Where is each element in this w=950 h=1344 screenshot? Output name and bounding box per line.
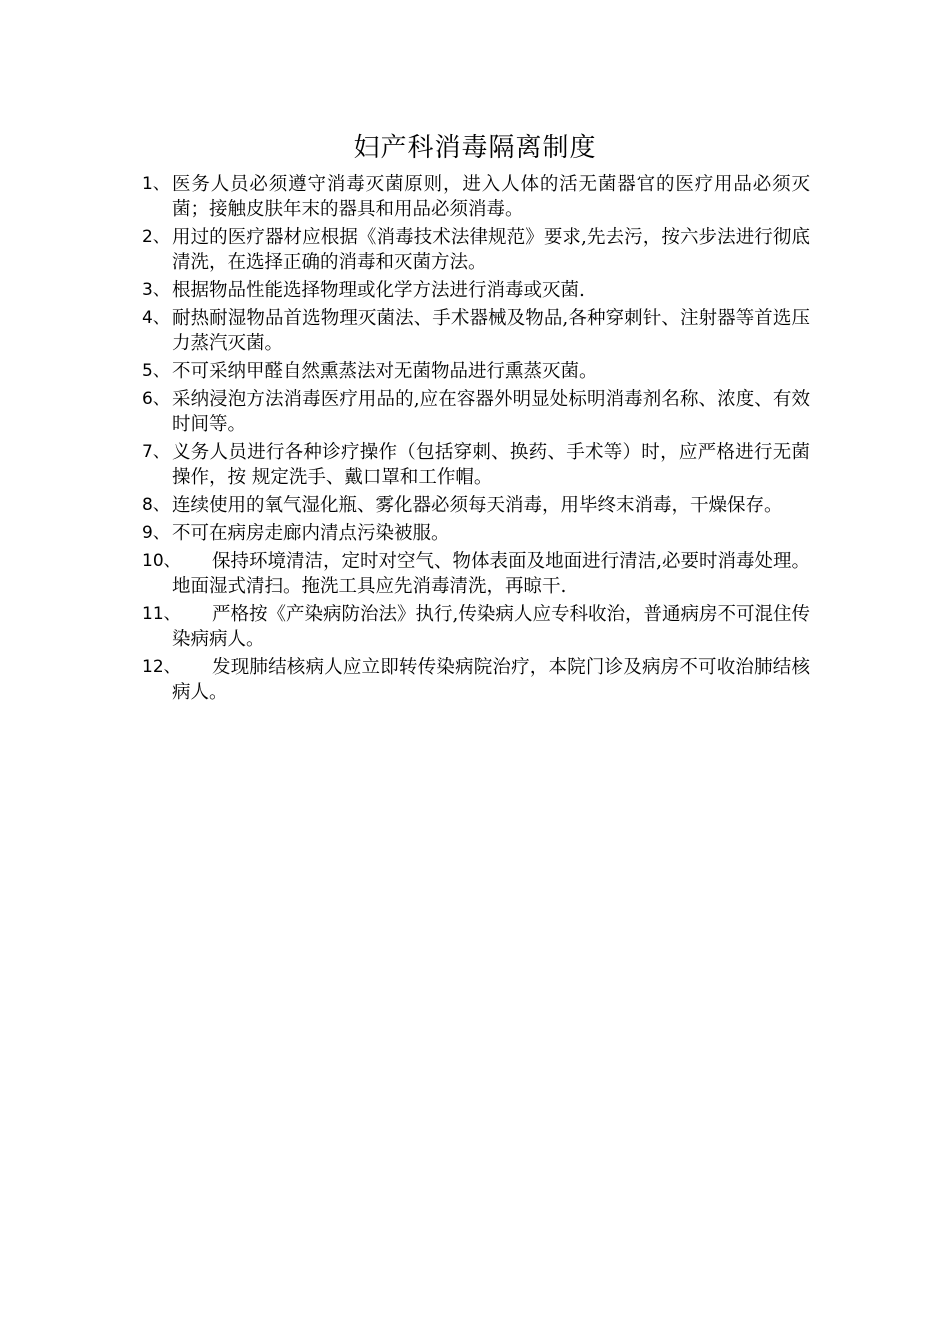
item-number: 7、 <box>142 442 170 462</box>
item-text: 医务人员必须遵守消毒灭菌原则，进入人体的活无菌器官的医疗用品必须灭菌；接触皮肤年末的器具和用品必须消毒。 <box>172 174 810 220</box>
list-item <box>142 278 810 303</box>
item-number: 5、 <box>142 361 170 381</box>
rules-list <box>142 172 810 708</box>
list-item <box>142 440 810 490</box>
item-number: 3、 <box>142 280 170 300</box>
item-text: 严格按《产染病防治法》执行,传染病人应专科收治，普通病房不可混住传染病病人。 <box>172 604 810 650</box>
list-item <box>142 521 810 546</box>
item-text: 用过的医疗器材应根据《消毒技术法律规范》要求,先去污，按六步法进行彻底清洗，在选择正确的消毒和灭菌方法。 <box>172 227 810 273</box>
item-number: 10、 <box>142 551 181 571</box>
item-text: 连续使用的氧气湿化瓶、雾化器必须每天消毒，用毕终末消毒，干燥保存。 <box>172 495 783 516</box>
item-number: 6、 <box>142 389 170 409</box>
list-item <box>142 493 810 518</box>
list-item <box>142 549 810 599</box>
item-number: 1、 <box>142 174 170 194</box>
list-item <box>142 387 810 437</box>
list-item <box>142 306 810 356</box>
item-text: 根据物品性能选择物理或化学方法进行消毒或灭菌. <box>172 280 585 301</box>
item-text: 耐热耐湿物品首选物理灭菌法、手术器械及物品,各种穿刺针、注射器等首选压力蒸汽灭菌。 <box>172 308 810 354</box>
item-number: 9、 <box>142 523 170 543</box>
document-title: 妇产科消毒隔离制度 <box>353 133 597 163</box>
list-item <box>142 655 810 705</box>
item-text: 采纳浸泡方法消毒医疗用品的,应在容器外明显处标明消毒剂名称、浓度、有效时间等。 <box>172 389 810 435</box>
item-text: 不可采纳甲醛自然熏蒸法对无菌物品进行熏蒸灭菌。 <box>172 361 598 382</box>
item-number: 12、 <box>142 657 181 677</box>
list-item <box>142 359 810 384</box>
item-number: 11、 <box>142 604 181 624</box>
list-item <box>142 225 810 275</box>
item-number: 8、 <box>142 495 170 515</box>
item-text: 保持环境清洁，定时对空气、物体表面及地面进行清洁,必要时消毒处理。地面湿式清扫。拖洗工具应先消毒清洗，再晾干. <box>172 551 810 597</box>
item-text: 发现肺结核病人应立即转传染病院治疗，本院门诊及病房不可收治肺结核病人。 <box>172 657 810 703</box>
item-text: 义务人员进行各种诊疗操作（包括穿刺、换药、手术等）时，应严格进行无菌操作，按 规定洗手、戴口罩和工作帽。 <box>172 442 810 488</box>
list-item <box>142 172 810 222</box>
item-number: 4、 <box>142 308 170 328</box>
item-number: 2、 <box>142 227 170 247</box>
list-item <box>142 602 810 652</box>
item-text: 不可在病房走廊内清点污染被服。 <box>172 523 450 544</box>
